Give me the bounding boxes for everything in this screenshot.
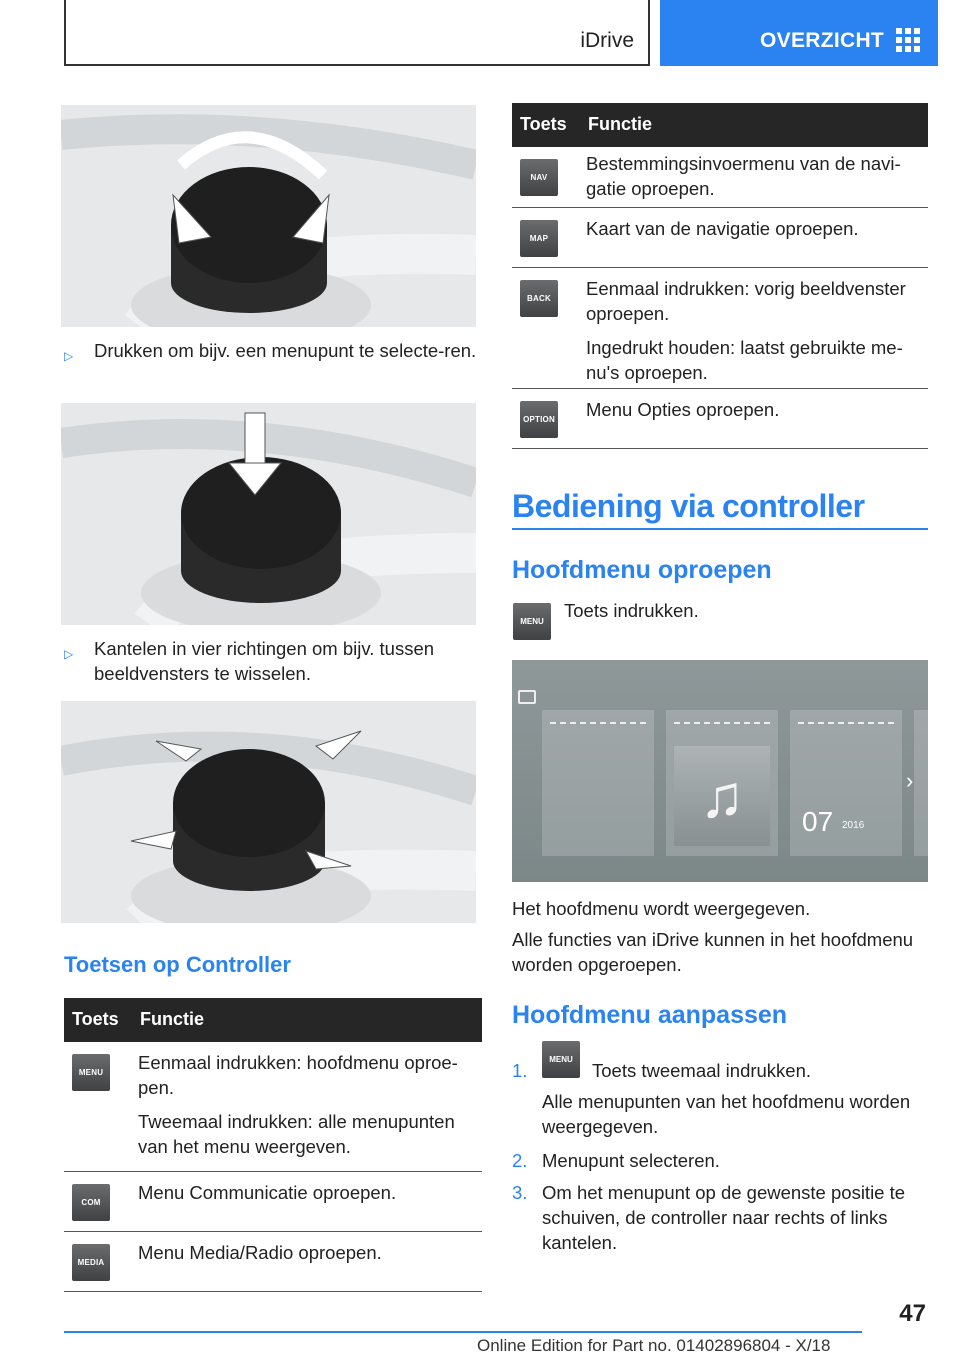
tile-media [666, 710, 778, 856]
para-all-functions: Alle functies van iDrive kunnen in het hoofdmenu worden opgeroepen. [512, 929, 914, 975]
music-note-icon: ♫ [674, 746, 770, 846]
list-item: 2. Menupunt selecteren. [512, 1150, 720, 1171]
section-title-controller-keys: Toetsen op Controller [64, 952, 291, 977]
table-header: Toets Functie [512, 103, 928, 147]
footer-edition: Online Edition for Part no. 01402896804 - X/18 [477, 1336, 831, 1355]
bullet-tilt: ▷ Kantelen in vier richtingen om bijv. tussen beeldvensters te wisselen. [64, 638, 435, 684]
header-section-box [64, 0, 650, 66]
table-row: MAP Kaart van de navigatie oproepen. [512, 208, 928, 268]
press-key-text: Toets indrukken. [564, 600, 699, 621]
grid-menu-icon[interactable] [896, 28, 920, 52]
list-item: 1. MENU Toets tweemaal indrukken. Alle menupunten van het hoofdmenu worden weergegeven. [512, 1058, 930, 1139]
table-row: COM Menu Communicatie oproepen. [64, 1172, 482, 1232]
heading-underline [512, 528, 928, 530]
heading-operation-via-controller: Bediening via controller [512, 488, 865, 524]
table-row: BACK Eenmaal indrukken: vorig beeldvenster oproepen. Ingedrukt houden: laatst gebruikte me-nu's oproepen. [512, 268, 928, 389]
bullet-press: ▷ Drukken om bijv. een menupunt te selecte-ren. [64, 338, 479, 363]
page-number: 47 [899, 1300, 926, 1327]
date-day: 07 [802, 806, 834, 837]
chevron-right-icon[interactable]: › [906, 768, 914, 793]
option-key-icon: OPTION [520, 401, 558, 438]
menu-key-icon: MENU [72, 1054, 110, 1091]
bullet-triangle-icon: ▷ [64, 647, 74, 661]
main-menu-screen-image [512, 660, 928, 882]
controller-keys-table [64, 998, 482, 1292]
navigation-keys-table [512, 103, 928, 449]
media-key-icon: MEDIA [72, 1244, 110, 1281]
header-chapter-tab[interactable] [660, 0, 938, 66]
table-row: MEDIA Menu Media/Radio oproepen. [64, 1232, 482, 1292]
heading-open-main-menu: Hoofdmenu oproepen [512, 556, 772, 584]
table-row: MENU Eenmaal indrukken: hoofdmenu oproe-pen. Tweemaal indrukken: alle menupunten van het menu weergeven. [64, 1042, 482, 1172]
list-item: 3. Om het menupunt op de gewenste positie te schuiven, de controller naar rechts of links kantelen. [512, 1182, 906, 1253]
controller-rotate-image [61, 105, 476, 327]
controller-press-image [61, 403, 476, 625]
tile-phone [790, 710, 902, 856]
controller-tilt-image [61, 701, 476, 923]
heading-customize-main-menu: Hoofdmenu aanpassen [512, 1001, 788, 1029]
header-section-title: iDrive [580, 29, 634, 52]
menu-key-icon: MENU [513, 603, 551, 640]
bullet-triangle-icon: ▷ [64, 349, 74, 363]
date-year: 2016 [842, 820, 865, 831]
para-main-menu-shown: Het hoofdmenu wordt weergegeven. [512, 898, 811, 919]
back-key-icon: BACK [520, 280, 558, 317]
table-row: OPTION Menu Opties oproepen. [512, 389, 928, 449]
menu-key-icon: MENU [542, 1041, 580, 1078]
header-chapter-title: OVERZICHT [760, 29, 885, 52]
tile-next [914, 710, 928, 856]
com-key-icon: COM [72, 1184, 110, 1221]
tile-car [542, 710, 654, 856]
home-icon [518, 690, 536, 704]
map-key-icon: MAP [520, 220, 558, 257]
nav-key-icon: NAV [520, 159, 558, 196]
table-row: NAV Bestemmingsinvoermenu van de navi-gatie oproepen. [512, 147, 928, 208]
table-header: Toets Functie [64, 998, 482, 1042]
footer-divider [64, 1331, 862, 1333]
